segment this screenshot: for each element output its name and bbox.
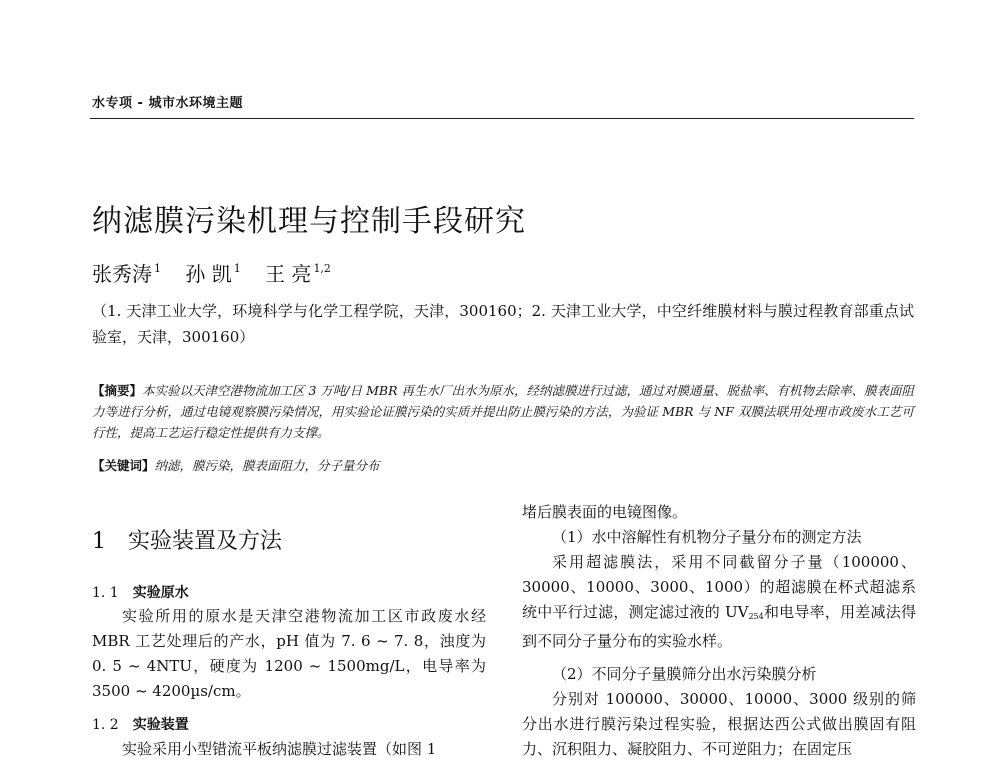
abstract-tag: 【摘要】 — [92, 383, 143, 398]
header-rule — [90, 118, 914, 119]
keywords-tag: 【关键词】 — [92, 458, 155, 473]
abstract-text: 本实验以天津空港物流加工区 3 万吨/日 MBR 再生水厂出水为原水，经纳滤膜进行过滤，通过对膜通量、脱盐率、有机物去除率、膜表面阻力等进行分析，通过电镜观察膜污染情况，用实验论证膜污染的实质并提出防止膜污染的方法，为验证 MBR 与 NF 双膜法联用处理市政废水工艺可行性，提高工艺运行稳定性提供有力支撑。 — [92, 383, 914, 440]
item-heading: （1）水中溶解性有机物分子量分布的测定方法 — [552, 528, 862, 546]
author: 孙 凯 $^1$ — [185, 262, 241, 286]
paragraph-analysis: 分别对 100000、30000、10000、3000 级别的筛分出水进行膜污染过程实验，根据达西公式做出膜固有阻力、沉积阻力、凝胶阻力、不可逆阻力；在固定压 — [522, 690, 916, 758]
subsection-heading: 1. 1 实验原水 — [92, 585, 189, 601]
author: 张秀涛 $^1$ — [92, 262, 161, 286]
subsection-heading: 1. 2 实验装置 — [92, 717, 189, 733]
paragraph-raw-water: 实验所用的原水是天津空港物流加工区市政废水经 MBR 工艺处理后的产水，pH 值为 7. 6 ~ 7. 8，浊度为 0. 5 ~ 4NTU，硬度为 1200 ~ 1500mg/L，电导率为 3500 ~ 4200µs/cm。 — [92, 607, 486, 700]
section-heading: 1 实验装置及方法 — [92, 529, 283, 554]
paper-title: 纳滤膜污染机理与控制手段研究 — [92, 204, 526, 239]
author-list — [92, 258, 349, 287]
paragraph-continued: 堵后膜表面的电镜图像。 — [522, 503, 688, 521]
running-header: 水专项 - 城市水环境主题 — [92, 96, 243, 111]
affiliation: （1. 天津工业大学，环境科学与化学工程学院，天津，300160；2. 天津工业大学，中空纤维膜材料与膜过程教育部重点试验室，天津，300160） — [92, 302, 914, 346]
keywords-text: 纳滤，膜污染，膜表面阻力，分子量分布 — [154, 458, 380, 473]
item-heading: （2）不同分子量膜筛分出水污染膜分析 — [552, 665, 817, 683]
keywords — [92, 455, 914, 476]
paragraph-method: 采用超滤膜法，采用不同截留分子量（100000、30000、10000、3000、1000）的超滤膜在杯式超滤系统中平行过滤，测定滤过液的 $UV_{254}$和电导率，用差减法得到不同分子量分布的实验水样。 — [522, 553, 916, 650]
author: 王 亮 $^{1,2}$ — [265, 262, 331, 286]
paragraph-apparatus: 实验采用小型错流平板纳滤膜过滤装置（如图 1 — [122, 740, 437, 758]
abstract — [92, 380, 914, 443]
